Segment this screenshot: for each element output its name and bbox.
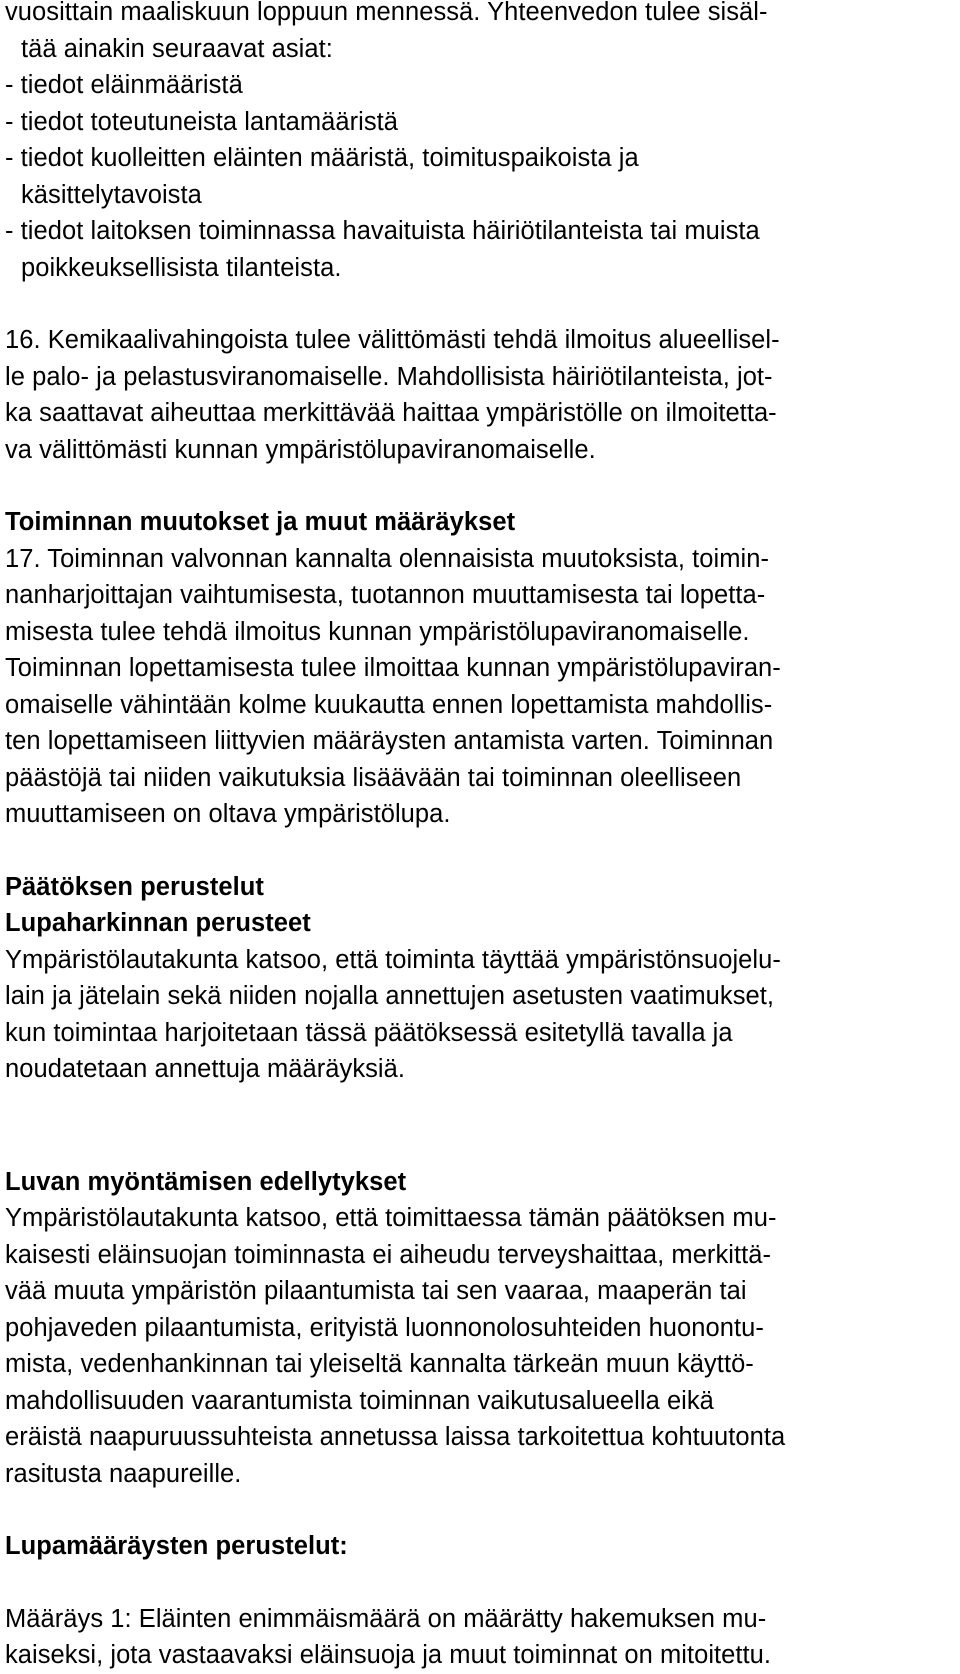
text-line: vuosittain maaliskuun loppuun mennessä. Yhteenvedon tulee sisäl- [5,0,768,26]
text-line: misesta tulee tehdä ilmoitus kunnan ympäristölupaviranomaiselle. [5,617,750,646]
rationale-paragraph [5,1601,955,1674]
subsection-heading: Lupamääräysten perustelut: [5,1532,348,1560]
list-item: - tiedot eläinmääristä [5,71,243,99]
list-item-continuation: käsittelytavoista [21,180,202,209]
regulation-16 [5,322,955,468]
list-item: - tiedot toteutuneista lantamääristä [5,107,399,136]
text-line: Määräys 1: Eläinten enimmäismäärä on määrätty hakemuksen mu- [5,1604,767,1633]
list-item-continuation: poikkeuksellisista tilanteista. [21,253,342,282]
text-line: mista, vedenhankinnan tai yleiseltä kannalta tärkeän muun käyttö- [5,1350,754,1378]
document-page [5,0,955,1674]
text-line: kaiseksi, jota vastaavaksi eläinsuoja ja muut toiminnat on mitoitettu. [5,1641,772,1669]
text-line: Ympäristölautakunta katsoo, että toiminta täyttää ympäristönsuojelu- [5,945,781,974]
text-line: 17. Toiminnan valvonnan kannalta olennaisista muutoksista, toimin- [5,544,770,573]
text-line: muuttamiseen on oltava ympäristölupa. [5,800,451,828]
text-line: ka saattavat aiheuttaa merkittävää haittaa ympäristölle on ilmoitetta- [5,399,777,427]
text-line: le palo- ja pelastusviranomaiselle. Mahdollisista häiriötilanteista, jot- [5,362,773,391]
text-line: 16. Kemikaalivahingoista tulee välittömästi tehdä ilmoitus alueellisel- [5,326,780,354]
spacer [5,1492,955,1528]
text-line: vää muuta ympäristön pilaantumista tai sen vaaraa, maaperän tai [5,1277,747,1305]
text-line: Toiminnan lopettamisesta tulee ilmoittaa kunnan ympäristölupaviran- [5,654,781,682]
text-line: eräistä naapuruussuhteista annetussa laissa tarkoitettua kohtuutonta [5,1423,786,1451]
assessment-paragraph [5,942,955,1088]
spacer [5,1565,955,1601]
spacer [5,1146,955,1164]
text-line: va välittömästi kunnan ympäristölupaviranomaiselle. [5,435,596,464]
text-line: tää ainakin seuraavat asiat: [21,34,333,63]
section-heading: Päätöksen perustelut [5,872,264,901]
spacer [5,286,955,322]
text-line: päästöjä tai niiden vaikutuksia lisäävään tai toiminnan oleelliseen [5,763,742,792]
text-line: pohjaveden pilaantumista, erityistä luonnonolosuhteiden huonontu- [5,1313,764,1342]
text-line: mahdollisuuden vaarantumista toiminnan vaikutusalueella eikä [5,1386,714,1415]
text-line: nanharjoittajan vaihtumisesta, tuotannon muuttamisesta tai lopetta- [5,581,766,609]
regulation-17 [5,541,955,833]
section-heading: Toiminnan muutokset ja muut määräykset [5,508,516,536]
text-line: noudatetaan annettuja määräyksiä. [5,1055,406,1083]
text-line: rasitusta naapureille. [5,1459,242,1488]
spacer [5,1088,955,1146]
text-line: kun toimintaa harjoitetaan tässä päätöksessä esitetyllä tavalla ja [5,1018,733,1047]
summary-paragraph [5,0,955,286]
text-line: Ympäristölautakunta katsoo, että toimittaessa tämän päätöksen mu- [5,1204,777,1232]
subsection-heading: Luvan myöntämisen edellytykset [5,1167,407,1196]
text-line: ten lopettamiseen liittyvien määräysten antamista varten. Toiminnan [5,727,774,755]
text-line: kaisesti eläinsuojan toiminnasta ei aiheudu terveyshaittaa, merkittä- [5,1240,772,1269]
subsection-heading: Lupaharkinnan perusteet [5,909,311,937]
text-line: omaiselle vähintään kolme kuukautta ennen lopettamista mahdollis- [5,690,773,719]
list-item: - tiedot kuolleitten eläinten määristä, toimituspaikoista ja [5,144,639,172]
text-line: lain ja jätelain sekä niiden nojalla annettujen asetusten vaatimukset, [5,982,774,1010]
spacer [5,833,955,869]
spacer [5,468,955,504]
conditions-paragraph [5,1200,955,1492]
list-item: - tiedot laitoksen toiminnassa havaituista häiriötilanteista tai muista [5,217,760,245]
